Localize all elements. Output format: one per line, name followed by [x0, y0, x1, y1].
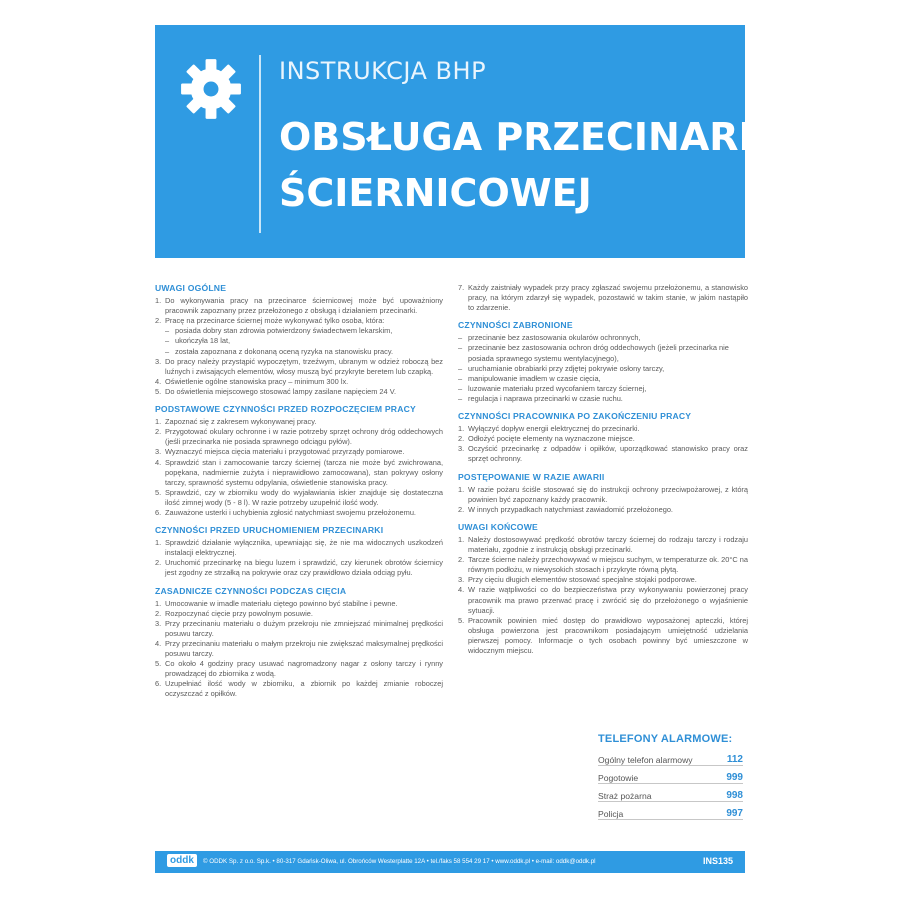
header-kicker: INSTRUKCJA BHP — [279, 57, 487, 85]
list-item: 1. Wyłączyć dopływ energii elektrycznej do przecinarki. — [458, 424, 640, 434]
document-code: INS135 — [702, 856, 733, 866]
gear-icon — [177, 55, 245, 123]
list-item: 2. Rozpoczynać cięcie przy powolnym posuwie. — [155, 608, 313, 618]
list-item: – przecinanie bez zastosowania ochron dróg oddechowych (jeżeli przecinarka nie posiada sprawnego systemu wentylacyjnego), — [458, 343, 748, 363]
list-item: 2. Odłożyć pocięte elementy na wyznaczone miejsce. — [458, 434, 635, 444]
phone-row — [598, 784, 743, 802]
list-item: 3. Do pracy należy przystąpić wypoczętym, trzeźwym, ubranym w odzież roboczą bez luźnych i zwisających elementów, włosy muszą być przykryte beretem lub czapką. — [155, 356, 443, 376]
oddk-logo: oddk — [167, 854, 197, 867]
list-item: – manipulowanie imadłem w czasie cięcia, — [458, 374, 748, 384]
list-item: 3. Przy cięciu długich elementów stosować specjalne stojaki podporowe. — [458, 575, 697, 585]
section-title: ZASADNICZE CZYNNOŚCI PODCZAS CIĘCIA — [155, 585, 347, 596]
section-uwagi-ogolne — [155, 283, 443, 397]
list-item: 3. Wyznaczyć miejsca cięcia materiału i przygotować przyrządy pomiarowe. — [155, 447, 405, 457]
list-item: 1. Sprawdzić działanie wyłącznika, upewniając się, że nie ma widocznych uszkodzeń instalacji elektrycznej. — [155, 538, 443, 558]
instruction-sheet — [155, 25, 783, 877]
phones-title: TELEFONY ALARMOWE: — [598, 733, 733, 745]
phone-row — [598, 766, 743, 784]
phone-label: Pogotowie — [598, 773, 639, 783]
list-item: 4. W razie wątpliwości co do bezpieczeństwa przy wykonywaniu powierzonej pracy pracownik ma prawo przerwać pracę i zwrócić się do przełożonego o wyjaśnienie sytuacji. — [458, 585, 748, 615]
left-column — [155, 283, 443, 707]
footer-bar — [155, 851, 745, 873]
list-item: 1. Należy dostosowywać prędkość obrotów tarczy ściernej do rodzaju tarczy i rodzaju materiału, zgodnie z instrukcją obsługi przecinarki. — [458, 534, 748, 555]
section-title: PODSTAWOWE CZYNNOŚCI PRZED ROZPOCZĘCIEM PRACY — [155, 404, 416, 415]
header-banner — [155, 25, 783, 258]
phone-label: Policja — [598, 809, 624, 819]
phone-row — [598, 748, 743, 766]
section-koncowe — [458, 522, 748, 656]
sub-item: – ukończyła 18 lat, — [155, 336, 443, 346]
list-item: – uruchamianie obrabiarki przy zdjętej pokrywie osłony tarczy, — [458, 364, 748, 374]
phone-number: 998 — [726, 790, 743, 801]
list-item: 5. Pracownik powinien mieć dostęp do prawidłowo wyposażonej apteczki, której obsługa powierzona jest pracownikom posiadającym umiejętność udzielania pierwszej pomocy. Informacje o tych osobach powinny być umieszczone w widocznym miejscu. — [458, 615, 748, 655]
right-column — [458, 283, 748, 663]
list-item: 1. Umocowanie w imadle materiału ciętego powinno być stabilne i pewne. — [155, 598, 398, 608]
title-line-1: OBSŁUGA PRZECINARKI — [279, 115, 783, 159]
list-item: 4. Oświetlenie ogólne stanowiska pracy – minimum 300 lx. — [155, 376, 349, 386]
list-item: 1. Zapoznać się z zakresem wykonywanej pracy. — [155, 417, 317, 427]
section-przed-uruchomieniem — [155, 525, 443, 578]
section-title: CZYNNOŚCI ZABRONIONE — [458, 320, 573, 331]
section-title: CZYNNOŚCI PRACOWNIKA PO ZAKOŃCZENIU PRACY — [458, 411, 692, 422]
list-item: – regulacja i naprawa przecinarki w czasie ruchu. — [458, 394, 748, 404]
list-item: 1. Do wykonywania pracy na przecinarce ściernicowej może być upoważniony pracownik zapoznany przez przełożonego z obsługą i działaniem przecinarki. — [155, 296, 443, 316]
section-przed-rozpoczeciem — [155, 404, 443, 518]
list-item: 6. Uzupełniać ilość wody w zbiorniku, a zbiornik po każdej zmianie roboczej oczyszczać z opiłków. — [155, 679, 443, 699]
list-item: 4. Przy przecinaniu materiału o małym przekroju nie zwiększać maksymalnej prędkości posuwu tarczy. — [155, 639, 443, 659]
list-item: 4. Sprawdzić stan i zamocowanie tarczy ściernej (tarcza nie może być zwichrowana, popękana, nadmiernie zużyta i nieprawidłowo zamocowana), stan pokrywy osłony tarczy, sprawność systemu odpylania, oświetlenie stanowiska pracy. — [155, 457, 443, 487]
list-item: 2. Pracę na przecinarce ściernej może wykonywać tylko osoba, która: — [155, 316, 385, 326]
list-item: 5. Co około 4 godziny pracy usuwać nagromadzony nagar z osłony tarczy i rynny prowadzącej do zbiornika z wodą. — [155, 659, 443, 679]
list-item: 2. Tarcze ścierne należy przechowywać w miejscu suchym, w temperaturze ok. 20°C na równym podłożu, w niewysokich stosach i przykryte równą płytą. — [458, 555, 748, 575]
list-item: 6. Zauważone usterki i uchybienia zgłosić natychmiast swojemu przełożonemu. — [155, 507, 416, 517]
phone-number: 112 — [726, 754, 743, 765]
list-item: 1. W razie pożaru ściśle stosować się do instrukcji ochrony przeciwpożarowej, z którą powinien być zapoznany każdy pracownik. — [458, 484, 748, 504]
sub-item: – posiada dobry stan zdrowia potwierdzony świadectwem lekarskim, — [155, 326, 443, 336]
section-zabronione — [458, 320, 748, 404]
section-po-zakonczeniu — [458, 411, 748, 464]
list-item: 7. Każdy zaistniały wypadek przy pracy zgłaszać swojemu przełożonemu, a stanowisko pracy, na którym zdarzył się wypadek, pozostawić w takim stanie, w jakim nastąpiło to zdarzenie. — [458, 283, 748, 313]
list-item: 2. Uruchomić przecinarkę na biegu luzem i sprawdzić, czy kierunek obrotów ściernicy jest zgodny ze strzałką na pokrywie oraz czy prawidłowo działa odciąg pyłu. — [155, 558, 443, 578]
sub-item: – została zapoznana z dokonaną oceną ryzyka na stanowisku pracy. — [155, 347, 443, 357]
page-title — [279, 109, 782, 221]
list-item: 5. Sprawdzić, czy w zbiorniku wody do wyjaławiania iskier znajduje się dostateczna ilość zimnej wody (5 - 8 l). W razie potrzeby uzupełnić ilość wody. — [155, 487, 443, 507]
phone-number: 997 — [726, 808, 743, 819]
section-title: POSTĘPOWANIE W RAZIE AWARII — [458, 471, 605, 482]
phone-label: Straż pożarna — [598, 791, 652, 801]
phone-row — [598, 802, 743, 820]
list-item: 2. W innych przypadkach natychmiast zawiadomić przełożonego. — [458, 504, 673, 514]
list-item: 3. Oczyścić przecinarkę z odpadów i opiłków, uporządkować stanowisko pracy oraz sprzęt ochronny. — [458, 444, 748, 464]
list-item: 2. Przygotować okulary ochronne i w razie potrzeby sprzęt ochrony dróg oddechowych (jeśli przecinarka nie posiada sprawnego odciągu pyłów). — [155, 427, 443, 447]
title-line-2: ŚCIERNICOWEJ — [279, 171, 592, 215]
footer-contact: © ODDK Sp. z o.o. Sp.k. • 80-317 Gdańsk-Oliwa, ul. Obrońców Westerplatte 12A • tel./faks 58 554 29 17 • www.oddk.pl • e-mail: oddk@oddk.pl — [203, 858, 596, 865]
section-awaria — [458, 472, 748, 515]
list-item: 3. Przy przecinaniu materiału o dużym przekroju nie zmniejszać minimalnej prędkości posuwu tarczy. — [155, 618, 443, 638]
phone-number: 999 — [726, 772, 743, 783]
emergency-phones — [598, 733, 743, 820]
phone-label: Ogólny telefon alarmowy — [598, 755, 693, 765]
section-title: UWAGI OGÓLNE — [155, 283, 227, 293]
list-item: – przecinanie bez zastosowania okularów ochronnych, — [458, 333, 748, 343]
section-title: CZYNNOŚCI PRZED URUCHOMIENIEM PRZECINARKI — [155, 525, 384, 536]
list-item: – luzowanie materiału przed wycofaniem tarczy ściernej, — [458, 384, 748, 394]
section-title: UWAGI KOŃCOWE — [458, 521, 538, 532]
list-item: 5. Do oświetlenia miejscowego stosować lampy zasilane napięciem 24 V. — [155, 386, 397, 396]
section-podczas-ciecia — [155, 586, 443, 700]
section-wypadek — [458, 283, 748, 313]
header-divider — [259, 55, 261, 233]
